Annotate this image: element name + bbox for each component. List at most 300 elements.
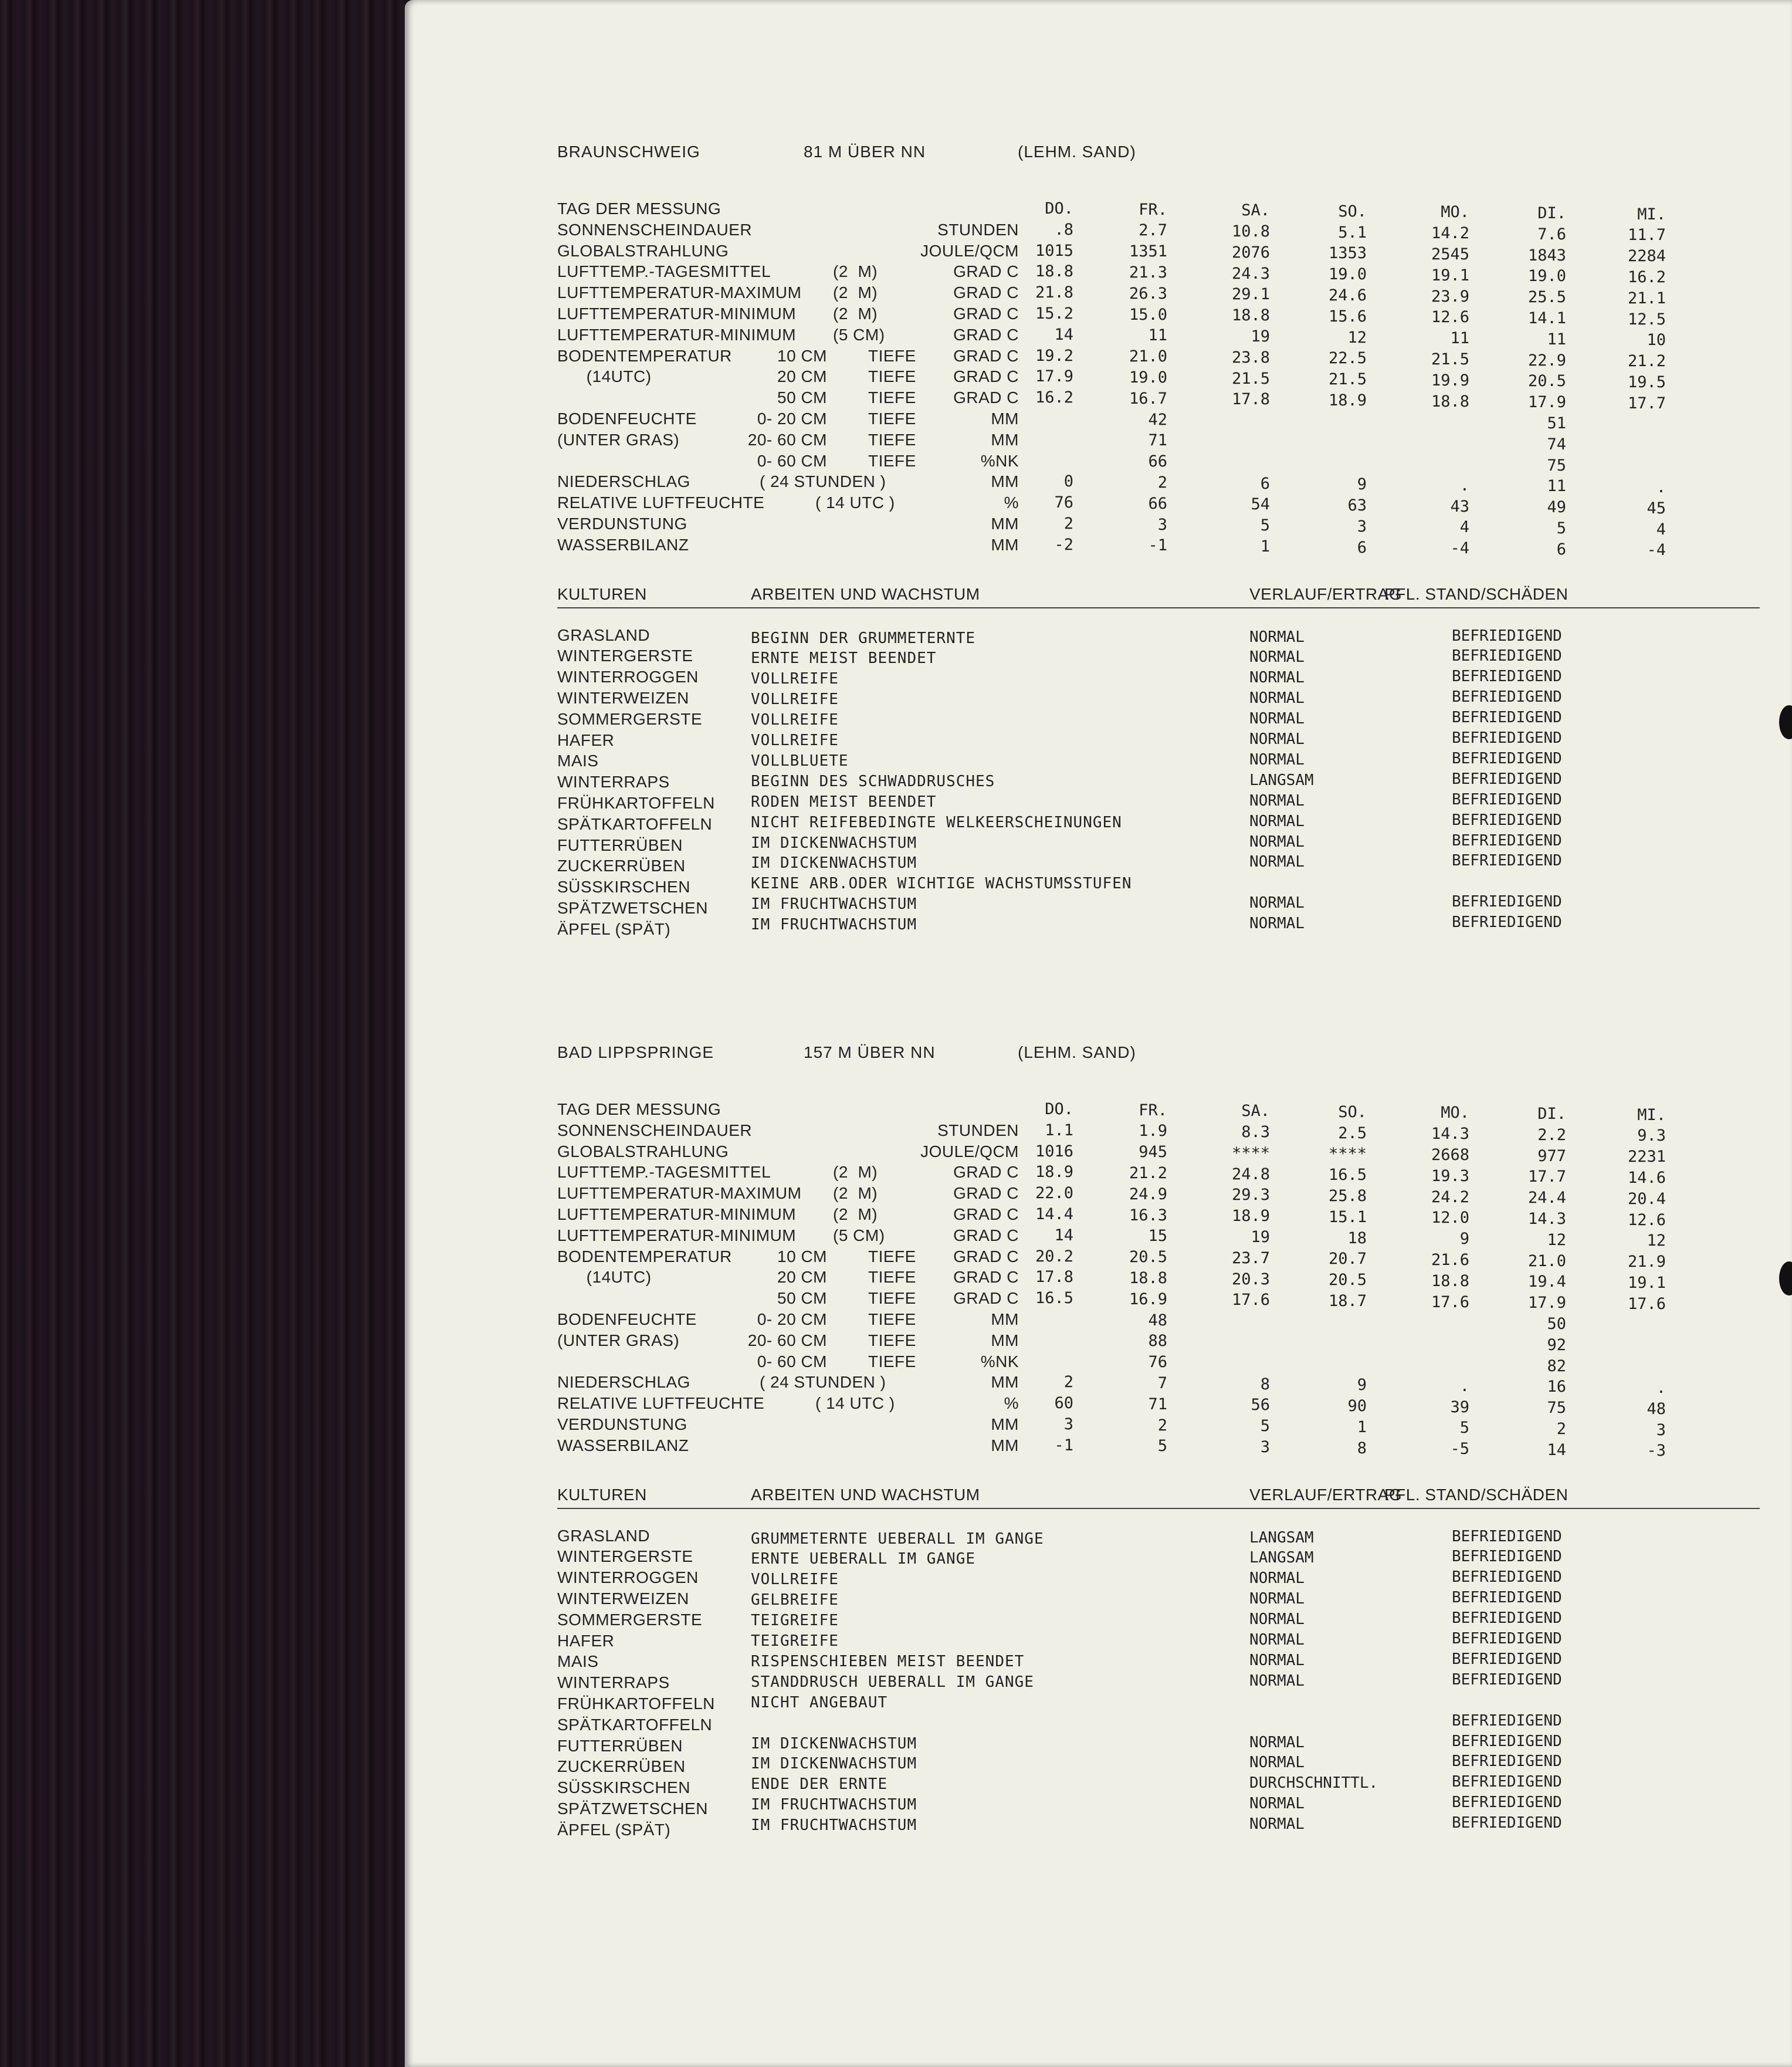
value-cell: 4 <box>1656 520 1666 539</box>
crop-activity: GELBREIFE <box>751 1591 839 1609</box>
measurement-row <box>557 282 1760 307</box>
crop-course: NORMAL <box>1249 1815 1305 1833</box>
row-qualifier: (2 M) <box>833 304 878 323</box>
row-label: BODENFEUCHTE <box>557 1310 697 1328</box>
row-label: TAG DER MESSUNG <box>557 199 721 218</box>
value-cell: 24.9 <box>1129 1185 1167 1203</box>
value-cell: 1351 <box>1129 242 1167 261</box>
value-cell: 17.7 <box>1627 394 1666 412</box>
value-cell: 16.5 <box>1035 1289 1073 1308</box>
row-label: GLOBALSTRAHLUNG <box>557 1142 729 1161</box>
measurement-row <box>557 1393 1760 1418</box>
crop-activity: ERNTE UEBERALL IM GANGE <box>751 1550 976 1568</box>
value-cell: 9 <box>1357 475 1367 494</box>
measurement-row <box>557 1099 1760 1124</box>
crop-name: FUTTERRÜBEN <box>557 1736 683 1755</box>
value-cell: 24.2 <box>1431 1188 1469 1206</box>
value-cell: 39 <box>1450 1398 1469 1416</box>
row-depth: 0- 20 CM <box>757 409 827 428</box>
crop-row <box>557 688 1760 709</box>
value-cell: 14 <box>1054 1226 1073 1244</box>
crop-activity: IM DICKENWACHSTUM <box>751 854 917 872</box>
value-cell: 11 <box>1547 477 1566 496</box>
station-block-bad-lippspringe <box>557 1043 1760 1841</box>
crop-course: NORMAL <box>1249 669 1305 687</box>
crop-status: BEFRIEDIGEND <box>1452 852 1562 870</box>
measurement-row <box>557 387 1760 412</box>
value-cell: 12.6 <box>1431 308 1469 327</box>
row-unit: GRAD C <box>953 1289 1019 1308</box>
station-block-braunschweig <box>557 143 1760 940</box>
value-cell: 74 <box>1547 435 1566 454</box>
value-cell: 17.9 <box>1527 1294 1566 1312</box>
row-label: WASSERBILANZ <box>557 1436 689 1454</box>
row-depth: 10 CM <box>777 1247 827 1266</box>
measurement-row <box>557 1309 1760 1333</box>
crop-row <box>557 772 1760 793</box>
row-unit: MM <box>991 1415 1019 1433</box>
value-cell: -3 <box>1647 1442 1666 1460</box>
crop-course: NORMAL <box>1249 1733 1305 1751</box>
crop-row <box>557 1525 1760 1547</box>
value-cell: 1 <box>1260 537 1270 556</box>
row-qualifier: (2 M) <box>833 1205 878 1223</box>
document-page <box>405 0 1792 2067</box>
row-tiefe: TIEFE <box>868 367 916 386</box>
value-cell: 2 <box>1157 473 1167 492</box>
crop-row <box>557 877 1760 898</box>
crop-row <box>557 1672 1760 1693</box>
crop-status: BEFRIEDIGEND <box>1452 688 1562 706</box>
value-cell: 8 <box>1357 1439 1367 1457</box>
value-cell: 2284 <box>1627 247 1666 266</box>
row-unit: GRAD C <box>953 1184 1019 1203</box>
value-cell: 20.7 <box>1328 1250 1367 1268</box>
crop-status: BEFRIEDIGEND <box>1452 1732 1562 1750</box>
row-qualifier: ( 24 STUNDEN ) <box>760 472 886 491</box>
row-label: NIEDERSCHLAG <box>557 1373 690 1392</box>
value-cell: 5 <box>1459 1419 1469 1437</box>
crop-status: BEFRIEDIGEND <box>1452 811 1562 829</box>
crop-status: BEFRIEDIGEND <box>1452 729 1562 747</box>
value-cell: 11.7 <box>1627 226 1666 245</box>
crop-activity: TEIGREIFE <box>751 1612 839 1630</box>
crop-name: SÜSSKIRSCHEN <box>557 1778 690 1797</box>
crop-name: ÄPFEL (SPÄT) <box>557 919 671 938</box>
row-unit: GRAD C <box>953 1268 1019 1287</box>
value-cell: -4 <box>1647 541 1666 560</box>
crop-course: NORMAL <box>1249 648 1305 667</box>
value-cell: 15.6 <box>1328 307 1367 326</box>
value-cell: 2 <box>1556 1419 1566 1438</box>
crop-row <box>557 730 1760 751</box>
row-unit: GRAD C <box>953 325 1019 344</box>
crop-course: LANGSAM <box>1249 1528 1314 1547</box>
crop-course: NORMAL <box>1249 812 1305 830</box>
crop-name: WINTERWEIZEN <box>557 688 689 707</box>
value-cell: 4 <box>1459 518 1469 537</box>
value-cell: 18.8 <box>1035 262 1073 281</box>
value-cell: **** <box>1231 1144 1270 1162</box>
value-cell: 21.9 <box>1627 1253 1666 1271</box>
station-name: BRAUNSCHWEIG <box>557 143 700 161</box>
value-cell: 17.6 <box>1231 1291 1270 1310</box>
value-cell: 5 <box>1260 1417 1270 1436</box>
crop-column-header: PFL. STAND/SCHÄDEN <box>1384 584 1569 603</box>
value-cell: 16.9 <box>1129 1290 1167 1308</box>
crop-activity: VOLLREIFE <box>751 732 839 750</box>
crop-course: NORMAL <box>1249 833 1305 851</box>
measurement-row <box>557 1162 1760 1187</box>
value-cell: 24.3 <box>1231 264 1270 283</box>
crop-column-header: ARBEITEN UND WACHSTUM <box>751 584 980 603</box>
value-cell: 29.1 <box>1231 285 1270 304</box>
crop-course: NORMAL <box>1249 1569 1305 1588</box>
value-cell: 17.8 <box>1231 390 1270 409</box>
crop-activity: RODEN MEIST BEENDET <box>751 793 937 811</box>
value-cell: 18.8 <box>1231 306 1270 325</box>
row-label: LUFTTEMPERATUR-MAXIMUM <box>557 1184 802 1203</box>
value-cell: 76 <box>1148 1353 1167 1372</box>
value-cell: 2231 <box>1627 1148 1666 1166</box>
value-cell: 24.4 <box>1527 1189 1566 1207</box>
row-unit: % <box>1004 493 1019 512</box>
row-tiefe: TIEFE <box>868 451 916 470</box>
value-cell: 16.2 <box>1627 268 1666 286</box>
value-cell: 14 <box>1547 1440 1566 1459</box>
crop-status: BEFRIEDIGEND <box>1452 1609 1562 1628</box>
measurement-row <box>557 1183 1760 1208</box>
row-unit: GRAD C <box>953 283 1019 302</box>
value-cell: 9 <box>1357 1376 1367 1395</box>
crop-course: NORMAL <box>1249 750 1305 769</box>
value-cell: 14.3 <box>1431 1125 1469 1144</box>
value-cell: 26.3 <box>1129 284 1167 303</box>
day-header: DO. <box>1045 1100 1073 1118</box>
row-unit: MM <box>991 514 1019 533</box>
value-cell: 2.2 <box>1537 1125 1566 1144</box>
value-cell: 82 <box>1547 1356 1566 1375</box>
value-cell: 1 <box>1357 1418 1367 1436</box>
station-soil: (LEHM. SAND) <box>1018 1043 1136 1061</box>
crop-status: BEFRIEDIGEND <box>1452 1753 1562 1771</box>
row-unit: MM <box>991 430 1019 449</box>
crop-status: BEFRIEDIGEND <box>1452 1814 1562 1832</box>
value-cell: 6 <box>1556 540 1566 559</box>
row-unit: %NK <box>980 451 1019 470</box>
row-unit: GRAD C <box>953 304 1019 323</box>
crop-table-header <box>557 585 1760 608</box>
value-cell: 49 <box>1547 498 1566 517</box>
value-cell: 19.0 <box>1527 267 1566 286</box>
row-label: WASSERBILANZ <box>557 535 689 554</box>
value-cell: 56 <box>1251 1396 1270 1415</box>
crop-name: ZUCKERRÜBEN <box>557 857 686 875</box>
crop-column-header: VERLAUF/ERTRAG <box>1249 584 1403 603</box>
crop-status: BEFRIEDIGEND <box>1452 790 1562 808</box>
row-label: LUFTTEMPERATUR-MAXIMUM <box>557 283 802 302</box>
value-cell: 48 <box>1647 1399 1666 1418</box>
measurement-row <box>557 366 1760 391</box>
row-unit: STUNDEN <box>937 220 1019 239</box>
value-cell: 18.7 <box>1328 1291 1367 1310</box>
measurement-row <box>557 1435 1760 1460</box>
measurement-row <box>557 1204 1760 1229</box>
row-label: GLOBALSTRAHLUNG <box>557 241 729 260</box>
crop-activity: NICHT REIFEBEDINGTE WELKEERSCHEINUNGEN <box>751 813 1122 831</box>
row-unit: MM <box>991 1331 1019 1349</box>
value-cell: 75 <box>1547 456 1566 475</box>
value-cell: 75 <box>1547 1399 1566 1418</box>
value-cell: 19.3 <box>1431 1166 1469 1185</box>
value-cell: . <box>1459 476 1469 495</box>
row-unit: GRAD C <box>953 262 1019 281</box>
value-cell: 60 <box>1054 1394 1073 1413</box>
crop-row <box>557 1773 1760 1798</box>
crop-course: NORMAL <box>1249 853 1305 871</box>
crop-row <box>557 1588 1760 1609</box>
value-cell: 16.5 <box>1328 1166 1367 1185</box>
value-cell: -1 <box>1054 1436 1073 1454</box>
row-qualifier: ( 14 UTC ) <box>815 1394 895 1413</box>
row-unit: GRAD C <box>953 1247 1019 1266</box>
crop-column-header: KULTUREN <box>557 1485 647 1504</box>
row-unit: JOULE/QCM <box>920 241 1019 260</box>
station-elevation: 81 M ÜBER NN <box>804 143 926 161</box>
crop-name: SOMMERGERSTE <box>557 709 703 728</box>
crop-row <box>557 1693 1760 1714</box>
measurement-row <box>557 451 1760 475</box>
value-cell: 54 <box>1251 495 1270 514</box>
value-cell: 29.3 <box>1231 1186 1270 1205</box>
crop-row <box>557 790 1760 814</box>
row-label: LUFTTEMPERATUR-MINIMUM <box>557 1205 797 1223</box>
value-cell: 21.5 <box>1328 370 1367 389</box>
value-cell: 23.9 <box>1431 287 1469 306</box>
crop-status: BEFRIEDIGEND <box>1452 831 1562 850</box>
measurement-row <box>557 534 1760 560</box>
measurement-row <box>557 198 1760 224</box>
crop-status: BEFRIEDIGEND <box>1452 1670 1562 1689</box>
value-cell: 21.3 <box>1129 263 1167 282</box>
row-tiefe: TIEFE <box>868 388 916 407</box>
value-cell: 43 <box>1450 497 1469 516</box>
value-cell: 3 <box>1357 517 1367 536</box>
day-header: SO. <box>1338 1102 1367 1121</box>
value-cell: 3 <box>1157 515 1167 534</box>
crop-course: NORMAL <box>1249 1651 1305 1669</box>
punch-hole <box>1779 1261 1792 1295</box>
measurement-row <box>557 492 1760 517</box>
row-unit: MM <box>991 409 1019 428</box>
row-tiefe: TIEFE <box>868 346 916 365</box>
value-cell: 20.3 <box>1231 1270 1270 1288</box>
row-unit: GRAD C <box>953 1226 1019 1244</box>
value-cell: 14.4 <box>1035 1205 1073 1223</box>
measurement-row <box>557 1267 1760 1292</box>
crop-row <box>557 1814 1760 1841</box>
day-header: SA. <box>1241 1102 1270 1121</box>
value-cell: 25.8 <box>1328 1186 1367 1205</box>
value-cell: 1353 <box>1328 244 1367 263</box>
crop-status: BEFRIEDIGEND <box>1452 914 1562 932</box>
value-cell: 3 <box>1063 1415 1073 1433</box>
crop-name: ÄPFEL (SPÄT) <box>557 1820 671 1839</box>
value-cell: 1.1 <box>1045 1121 1073 1139</box>
value-cell: 20.2 <box>1035 1247 1073 1266</box>
row-qualifier: (2 M) <box>833 1163 878 1182</box>
row-depth: 0- 60 CM <box>757 1352 827 1371</box>
row-unit: MM <box>991 1373 1019 1392</box>
crop-name: SÜSSKIRSCHEN <box>557 878 690 897</box>
value-cell: 66 <box>1148 452 1167 471</box>
day-header: MO. <box>1441 1104 1469 1122</box>
crop-name: WINTERRAPS <box>557 1673 670 1692</box>
crop-status: BEFRIEDIGEND <box>1452 1773 1562 1791</box>
crop-row <box>557 667 1760 688</box>
crop-activity: VOLLREIFE <box>751 711 839 729</box>
value-cell: 23.7 <box>1231 1249 1270 1267</box>
row-qualifier: (2 M) <box>833 1184 878 1203</box>
row-tiefe: TIEFE <box>868 430 916 449</box>
value-cell: 23.8 <box>1231 348 1270 367</box>
station-elevation: 157 M ÜBER NN <box>804 1043 936 1061</box>
value-cell: 2076 <box>1231 243 1270 262</box>
measurement-row <box>557 346 1760 371</box>
value-cell: 21.6 <box>1431 1250 1469 1269</box>
value-cell: 15.0 <box>1129 305 1167 324</box>
value-cell: 21.5 <box>1431 350 1469 368</box>
day-header: FR. <box>1139 1101 1167 1119</box>
row-unit: JOULE/QCM <box>920 1142 1019 1161</box>
row-tiefe: TIEFE <box>868 1310 916 1328</box>
row-depth: 20 CM <box>777 1268 827 1287</box>
value-cell: 18.9 <box>1231 1207 1270 1226</box>
value-cell: 9 <box>1459 1230 1469 1249</box>
value-cell: 20.5 <box>1129 1248 1167 1267</box>
value-cell: 15.2 <box>1035 304 1073 323</box>
crop-activity: IM DICKENWACHSTUM <box>751 1755 917 1773</box>
value-cell: 10 <box>1647 331 1666 350</box>
day-header: SA. <box>1241 201 1270 220</box>
crop-status: BEFRIEDIGEND <box>1452 647 1562 665</box>
crop-status: BEFRIEDIGEND <box>1452 1589 1562 1607</box>
measurement-row <box>557 1351 1760 1375</box>
value-cell: 19.1 <box>1627 1273 1666 1292</box>
value-cell: 14.6 <box>1627 1168 1666 1187</box>
station-soil: (LEHM. SAND) <box>1018 143 1136 161</box>
crop-name: GRASLAND <box>557 625 651 644</box>
row-label: SONNENSCHEINDAUER <box>557 1121 753 1139</box>
value-cell: 51 <box>1547 414 1566 432</box>
crop-course: NORMAL <box>1249 1611 1305 1629</box>
crop-name: WINTERGERSTE <box>557 1547 693 1566</box>
row-qualifier: (5 CM) <box>833 325 885 344</box>
value-cell: 17.8 <box>1035 1268 1073 1287</box>
value-cell: 76 <box>1054 493 1073 512</box>
row-label: BODENTEMPERATUR <box>557 1247 732 1266</box>
value-cell: 7.6 <box>1537 225 1566 243</box>
row-qualifier: (5 CM) <box>833 1226 885 1244</box>
row-label: LUFTTEMP.-TAGESMITTEL <box>557 1163 771 1182</box>
value-cell: 42 <box>1148 410 1167 429</box>
row-unit: MM <box>991 535 1019 554</box>
crop-status: BEFRIEDIGEND <box>1452 1794 1562 1812</box>
row-unit: GRAD C <box>953 388 1019 407</box>
value-cell: 88 <box>1148 1332 1167 1351</box>
row-unit: GRAD C <box>953 367 1019 386</box>
measurement-row <box>557 1141 1760 1166</box>
value-cell: 16.2 <box>1035 388 1073 407</box>
measurement-row <box>557 219 1760 245</box>
measurement-row <box>557 241 1760 266</box>
value-cell: 0 <box>1063 472 1073 491</box>
row-qualifier: ( 24 STUNDEN ) <box>760 1373 886 1392</box>
value-cell: 8 <box>1260 1375 1270 1393</box>
value-cell: . <box>1656 1378 1666 1397</box>
crop-activity: VOLLBLUETE <box>751 752 849 770</box>
crop-course: NORMAL <box>1249 1754 1305 1772</box>
row-label: LUFTTEMPERATUR-MINIMUM <box>557 1226 797 1244</box>
value-cell: 977 <box>1537 1146 1566 1165</box>
crop-row <box>557 852 1760 877</box>
value-cell: 9.3 <box>1637 1126 1666 1145</box>
value-cell: 12 <box>1547 1230 1566 1249</box>
value-cell: 7 <box>1157 1374 1167 1392</box>
value-cell: 21.1 <box>1627 289 1666 307</box>
crop-activity: VOLLREIFE <box>751 1571 839 1589</box>
punch-hole <box>1779 705 1792 739</box>
crop-activity: IM FRUCHTWACHSTUM <box>751 916 917 934</box>
value-cell: 22.0 <box>1035 1184 1073 1203</box>
value-cell: 19 <box>1251 327 1270 346</box>
value-cell: 6 <box>1260 474 1270 493</box>
value-cell: 1843 <box>1527 246 1566 265</box>
value-cell: 21.5 <box>1231 369 1270 388</box>
measurement-table <box>557 198 1760 560</box>
value-cell: 2 <box>1157 1416 1167 1435</box>
value-cell: 21.8 <box>1035 283 1073 302</box>
crop-name: HAFER <box>557 1631 615 1650</box>
value-cell: 2.7 <box>1139 221 1167 240</box>
crop-name: FUTTERRÜBEN <box>557 835 683 854</box>
day-header: MI. <box>1637 205 1666 224</box>
row-label: LUFTTEMPERATUR-MINIMUM <box>557 304 797 323</box>
value-cell: 20.4 <box>1627 1189 1666 1208</box>
crop-activity: VOLLREIFE <box>751 691 839 709</box>
crop-name: SOMMERGERSTE <box>557 1610 703 1629</box>
value-cell: -2 <box>1054 535 1073 554</box>
crop-status: BEFRIEDIGEND <box>1452 1527 1562 1545</box>
crop-row <box>557 1794 1760 1819</box>
crop-name: HAFER <box>557 730 615 749</box>
crop-row <box>557 1753 1760 1777</box>
crop-name: WINTERROGGEN <box>557 668 699 686</box>
value-cell: 22.5 <box>1328 349 1367 368</box>
crop-row <box>557 831 1760 856</box>
value-cell: 1015 <box>1035 241 1073 260</box>
crop-status: BEFRIEDIGEND <box>1452 1711 1562 1730</box>
value-cell: 17.6 <box>1627 1294 1666 1313</box>
row-tiefe: TIEFE <box>868 1352 916 1371</box>
crop-name: SPÄTZWETSCHEN <box>557 898 708 917</box>
crop-row <box>557 1651 1760 1672</box>
value-cell: 11 <box>1547 330 1566 349</box>
row-unit: STUNDEN <box>937 1121 1019 1139</box>
crop-name: SPÄTKARTOFFELN <box>557 1715 713 1734</box>
row-unit: % <box>1004 1394 1019 1413</box>
value-cell: 3 <box>1656 1420 1666 1439</box>
